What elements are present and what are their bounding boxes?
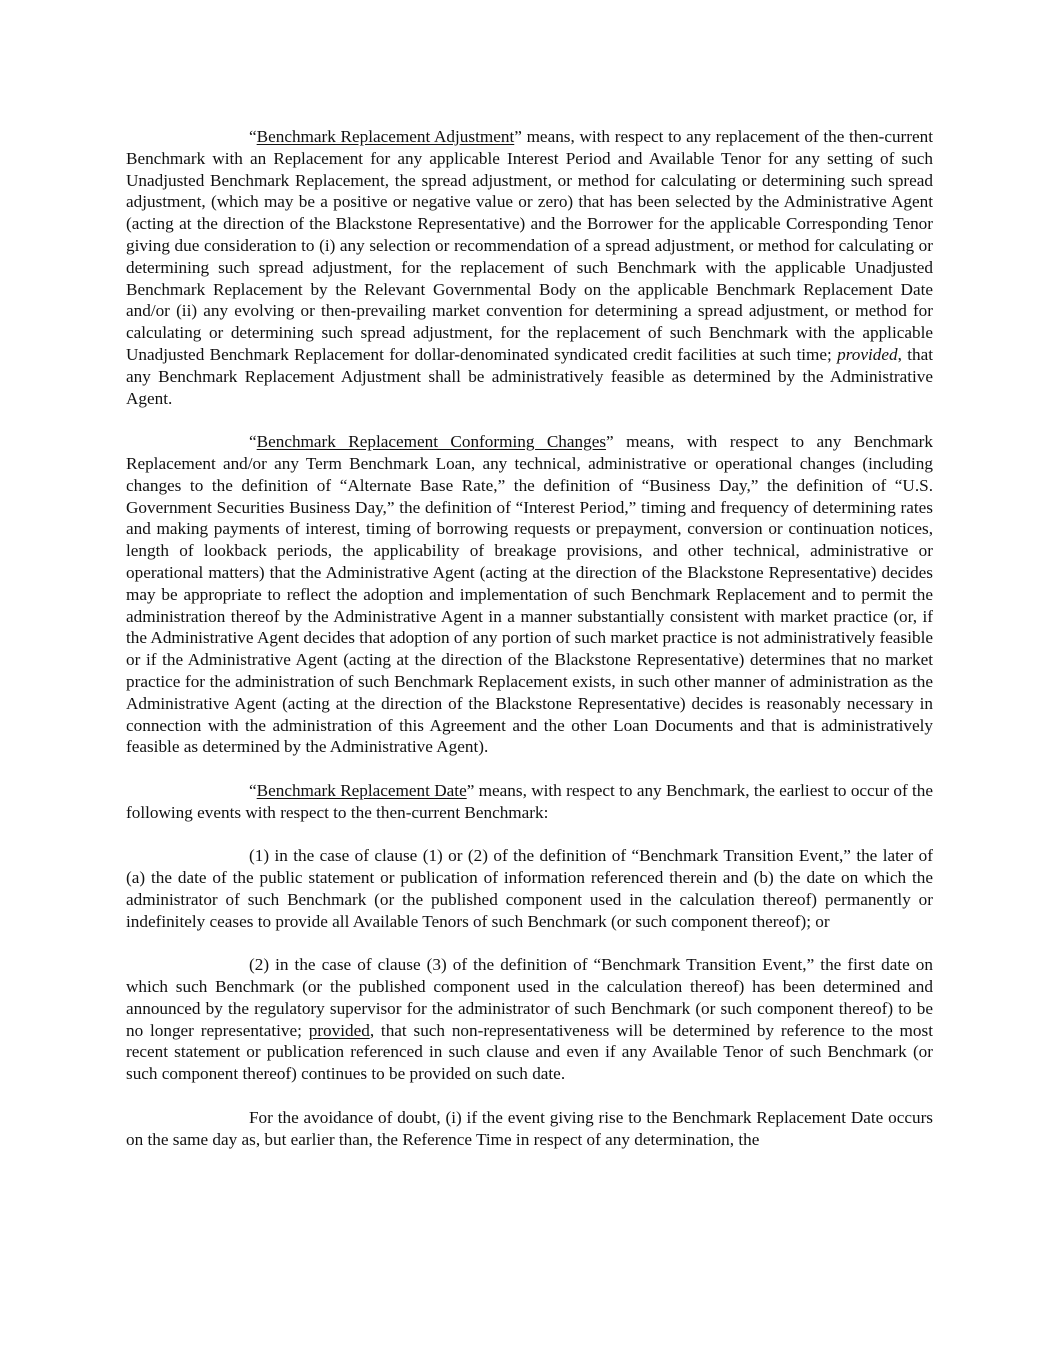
document-page [126,126,933,1172]
close-quote: ” [466,780,475,800]
italic-provided: provided [837,344,898,364]
open-quote: “ [249,432,257,452]
definition-benchmark-replacement-conforming-changes [126,431,933,758]
clause-text-continued: , that such non-representativeness will be determined by reference to the most recent statement or publication referenced in such clause and even if any Available Tenor of such Benchmark (or such component thereof) continues to be provided on such date. [126,1020,933,1084]
clause-2 [126,954,933,1085]
clause-1 [126,845,933,932]
clause-text: (1) in the case of clause (1) or (2) of the definition of “Benchmark Transition Event,” the later of (a) the date of the public statement or publication of information referenced therein and (b) the date on which the administrator of such Benchmark (or the published component used in the calculation thereof) permanently or indefinitely ceases to provide all Available Tenors of such Benchmark (or such component thereof); or [126,846,933,931]
definition-text: means, with respect to any Benchmark Replacement and/or any Term Benchmark Loan, any technical, administrative or operational changes (including changes to the definition of “Alternate Base Rate,” the definition of “Business Day,” the definition of “U.S. Government Securities Business Day,” the definition of “Interest Period,” timing and frequency of determining rates and making payments of interest, timing of borrowing requests or prepayment, conversion or continuation notices, length of lookback periods, the applicability of breakage provisions, and other technical, administrative or operational matters) that the Administrative Agent (acting at the direction of the Blackstone Representative) decides may be appropriate to reflect the adoption and implementation of such Benchmark Replacement and to permit the administration thereof by the Administrative Agent in a manner substantially consistent with market practice (or, if the Administrative Agent decides that adoption of any portion of such market practice is not administratively feasible or if the Administrative Agent (acting at the direction of the Blackstone Representative) determines that no market practice for the administration of such Benchmark Replacement exists, in such other manner of administration as the Administrative Agent (acting at the direction of the Blackstone Representative) decides is reasonably necessary in connection with the administration of this Agreement and the other Loan Documents and that is administratively feasible as determined by the Administrative Agent). [126,432,934,757]
definition-text: means, with respect to any replacement of the then-current Benchmark with an Replacement for any applicable Interest Period and Available Tenor for any setting of such Unadjusted Benchmark Replacement, the spread adjustment, or method for calculating or determining such spread adjustment, (which may be a positive or negative value or zero) that has been selected by the Administrative Agent (acting at the direction of the Blackstone Representative) and the Borrower for the applicable Corresponding Tenor giving due consideration to (i) any selection or recommendation of a spread adjustment, or method for calculating or determining such spread adjustment, for the replacement of such Benchmark with the applicable Unadjusted Benchmark Replacement by the Relevant Governmental Body on the applicable Benchmark Replacement Date and/or (ii) any evolving or then-prevailing market convention for determining a spread adjustment, or method for calculating or determining such spread adjustment, for the replacement of such Benchmark with the applicable Unadjusted Benchmark Replacement for dollar-denominated syndicated credit facilities at such time; [126,127,933,364]
close-quote: ” [514,127,522,146]
definition-text: means, with respect to any Benchmark, the earliest to occur of the following events with respect to the then-current Benchmark: [126,780,933,822]
close-quote: ” [606,432,614,452]
defined-term: Benchmark Replacement Adjustment [256,127,515,146]
paragraph-text: For the avoidance of doubt, (i) if the event giving rise to the Benchmark Replacement Date occurs on the same day as, but earlier than, the Reference Time in respect of any determination, the [126,1107,933,1149]
definition-benchmark-replacement-adjustment [126,126,933,409]
underlined-provided: provided [308,1020,370,1040]
defined-term: Benchmark Replacement Conforming Changes [256,432,607,452]
avoidance-of-doubt-paragraph [126,1107,933,1151]
definition-text-continued: , that any Benchmark Replacement Adjustment shall be administratively feasible as determined by the Administrative Agent. [126,344,933,408]
clause-text: (2) in the case of clause (3) of the definition of “Benchmark Transition Event,” the first date on which such Benchmark (or the published component used in the calculation thereof) has been determined and announced by the regulatory supervisor for the administrator of such Benchmark (or such component thereof) to be no longer representative; [126,955,933,1040]
open-quote: “ [249,127,257,146]
definition-benchmark-replacement-date [126,780,933,824]
open-quote: “ [249,780,257,800]
defined-term: Benchmark Replacement Date [256,780,467,800]
